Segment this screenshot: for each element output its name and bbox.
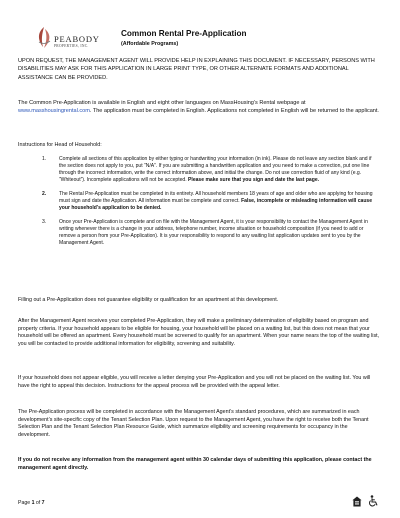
no-guarantee-paragraph: Filling out a Pre-Application does not guarantee eligibility or qualification for an apartment at this development. <box>18 297 279 303</box>
assistance-notice: UPON REQUEST, THE MANAGEMENT AGENT WILL PROVIDE HELP IN EXPLAINING THIS DOCUMENT. IF NECESSARY, PERSONS WITH DISABILITIES MAY ASK FOR THIS APPLICATION IN LARGE PRINT TYPE, OR OTHER ALTERNATE FORMATS AND ADDITIONAL ASSISTANCE CAN BE PROVIDED. <box>18 58 375 81</box>
availability-text-start: The Common Pre-Application is available in English and eight other languages on MassHousing’s Rental webpage at <box>18 100 306 106</box>
denial-appeal-paragraph: If your household does not appear eligible, you will receive a letter denying your Pre-Application and you will not be placed on the waiting list. You will have the right to appeal this decision. Instructions for the appeal process will be provided with the appeal letter. <box>18 375 371 389</box>
instruction-number: 1. <box>42 156 47 162</box>
instruction-emphasis: False, incomplete or misleading information will cause your household’s application to be denied. <box>59 198 373 212</box>
instruction-text: The Rental Pre-Application must be completed in its entirety. All household members 18 years of age and older who are applying for housing must sign and date the Application. All information must be complete and correct. <box>59 190 373 205</box>
logo-leaf-icon <box>34 26 54 50</box>
logo-name: PEABODY <box>54 34 100 44</box>
masshousing-rental-link[interactable]: www.masshousingrental.com <box>18 108 90 115</box>
instruction-item <box>42 156 378 184</box>
document-subtitle: (Affordable Programs) <box>121 41 179 47</box>
instructions-heading: Instructions for Head of Household: <box>18 142 102 148</box>
page-total: 7 <box>41 500 45 506</box>
availability-text-end: . The application must be completed in English. Applications not completed in English will be returned to the applicant. <box>89 108 379 115</box>
instructions-list <box>42 156 378 254</box>
page-word: Page <box>18 500 32 506</box>
instruction-number: 3. <box>42 218 47 225</box>
closing-contact-paragraph: If you do not receive any information from the management agent within 30 calendar days of submitting this application, please contact the management agent directly. <box>18 457 372 471</box>
instruction-item <box>42 191 378 212</box>
instruction-text: Complete all sections of this application by either typing or handwriting your information (in ink). Please do not leave any section blank and if the section does not apply to you, put “N/A”. If you are submitting a handwritten application and you need to make a correction, put one line through the incorrect information, write the correct information above, and initial the change. Do not use correction fluid of any kind (e.g. “Whiteout”). Incomplete applications will not be accepted. <box>59 156 372 184</box>
instruction-item <box>42 219 378 247</box>
instruction-emphasis: Please make sure that you sign and date the last page. <box>188 177 320 184</box>
page-current: 1 <box>31 500 35 506</box>
instruction-text: Once your Pre-Application is complete and on file with the Management Agent, it is your responsibility to contact the Management Agent in writing whenever there is a change in your address, telephone number, income situation or household composition (if you need to add or remove a person from your Pre-Application). It is your responsibility to respond to any waiting list application updates sent to you by the Management Agent. <box>59 218 368 247</box>
page-of: of <box>34 500 42 506</box>
equal-housing-opportunity-icon <box>352 496 362 507</box>
language-availability-paragraph <box>18 99 380 116</box>
tenant-selection-plan-paragraph: The Pre-Application process will be completed in accordance with the Management Agent’s standard procedures, which are summarized in each development’s site-specific copy of the Tenant Selection Plan. Upon request to the Management Agent, you have the right to receive both the Tenant Selection Plan and the Tenant Selection Plan Resource Guide, which summarize eligibility and screening requirements for occupancy in the development. <box>18 409 369 438</box>
logo-tagline: PROPERTIES, INC. <box>54 44 89 48</box>
eligibility-determination-paragraph: After the Management Agent receives your completed Pre-Application, they will make a preliminary determination of eligibility based on program and property criteria. If your household appears to be eligible for housing, your household will be placed on a waiting list, but this does not mean that your household will be offered an apartment. Every household must be screened to qualify for an apartment. When your name nears the top of the waiting list, you will be contacted to provide additional information for eligibility, screening and suitability. <box>18 318 380 347</box>
document-title: Common Rental Pre-Application <box>121 29 247 38</box>
company-logo <box>34 26 114 52</box>
instruction-number: 2. <box>42 190 47 197</box>
wheelchair-accessibility-icon <box>368 495 379 507</box>
page-number <box>18 500 45 506</box>
